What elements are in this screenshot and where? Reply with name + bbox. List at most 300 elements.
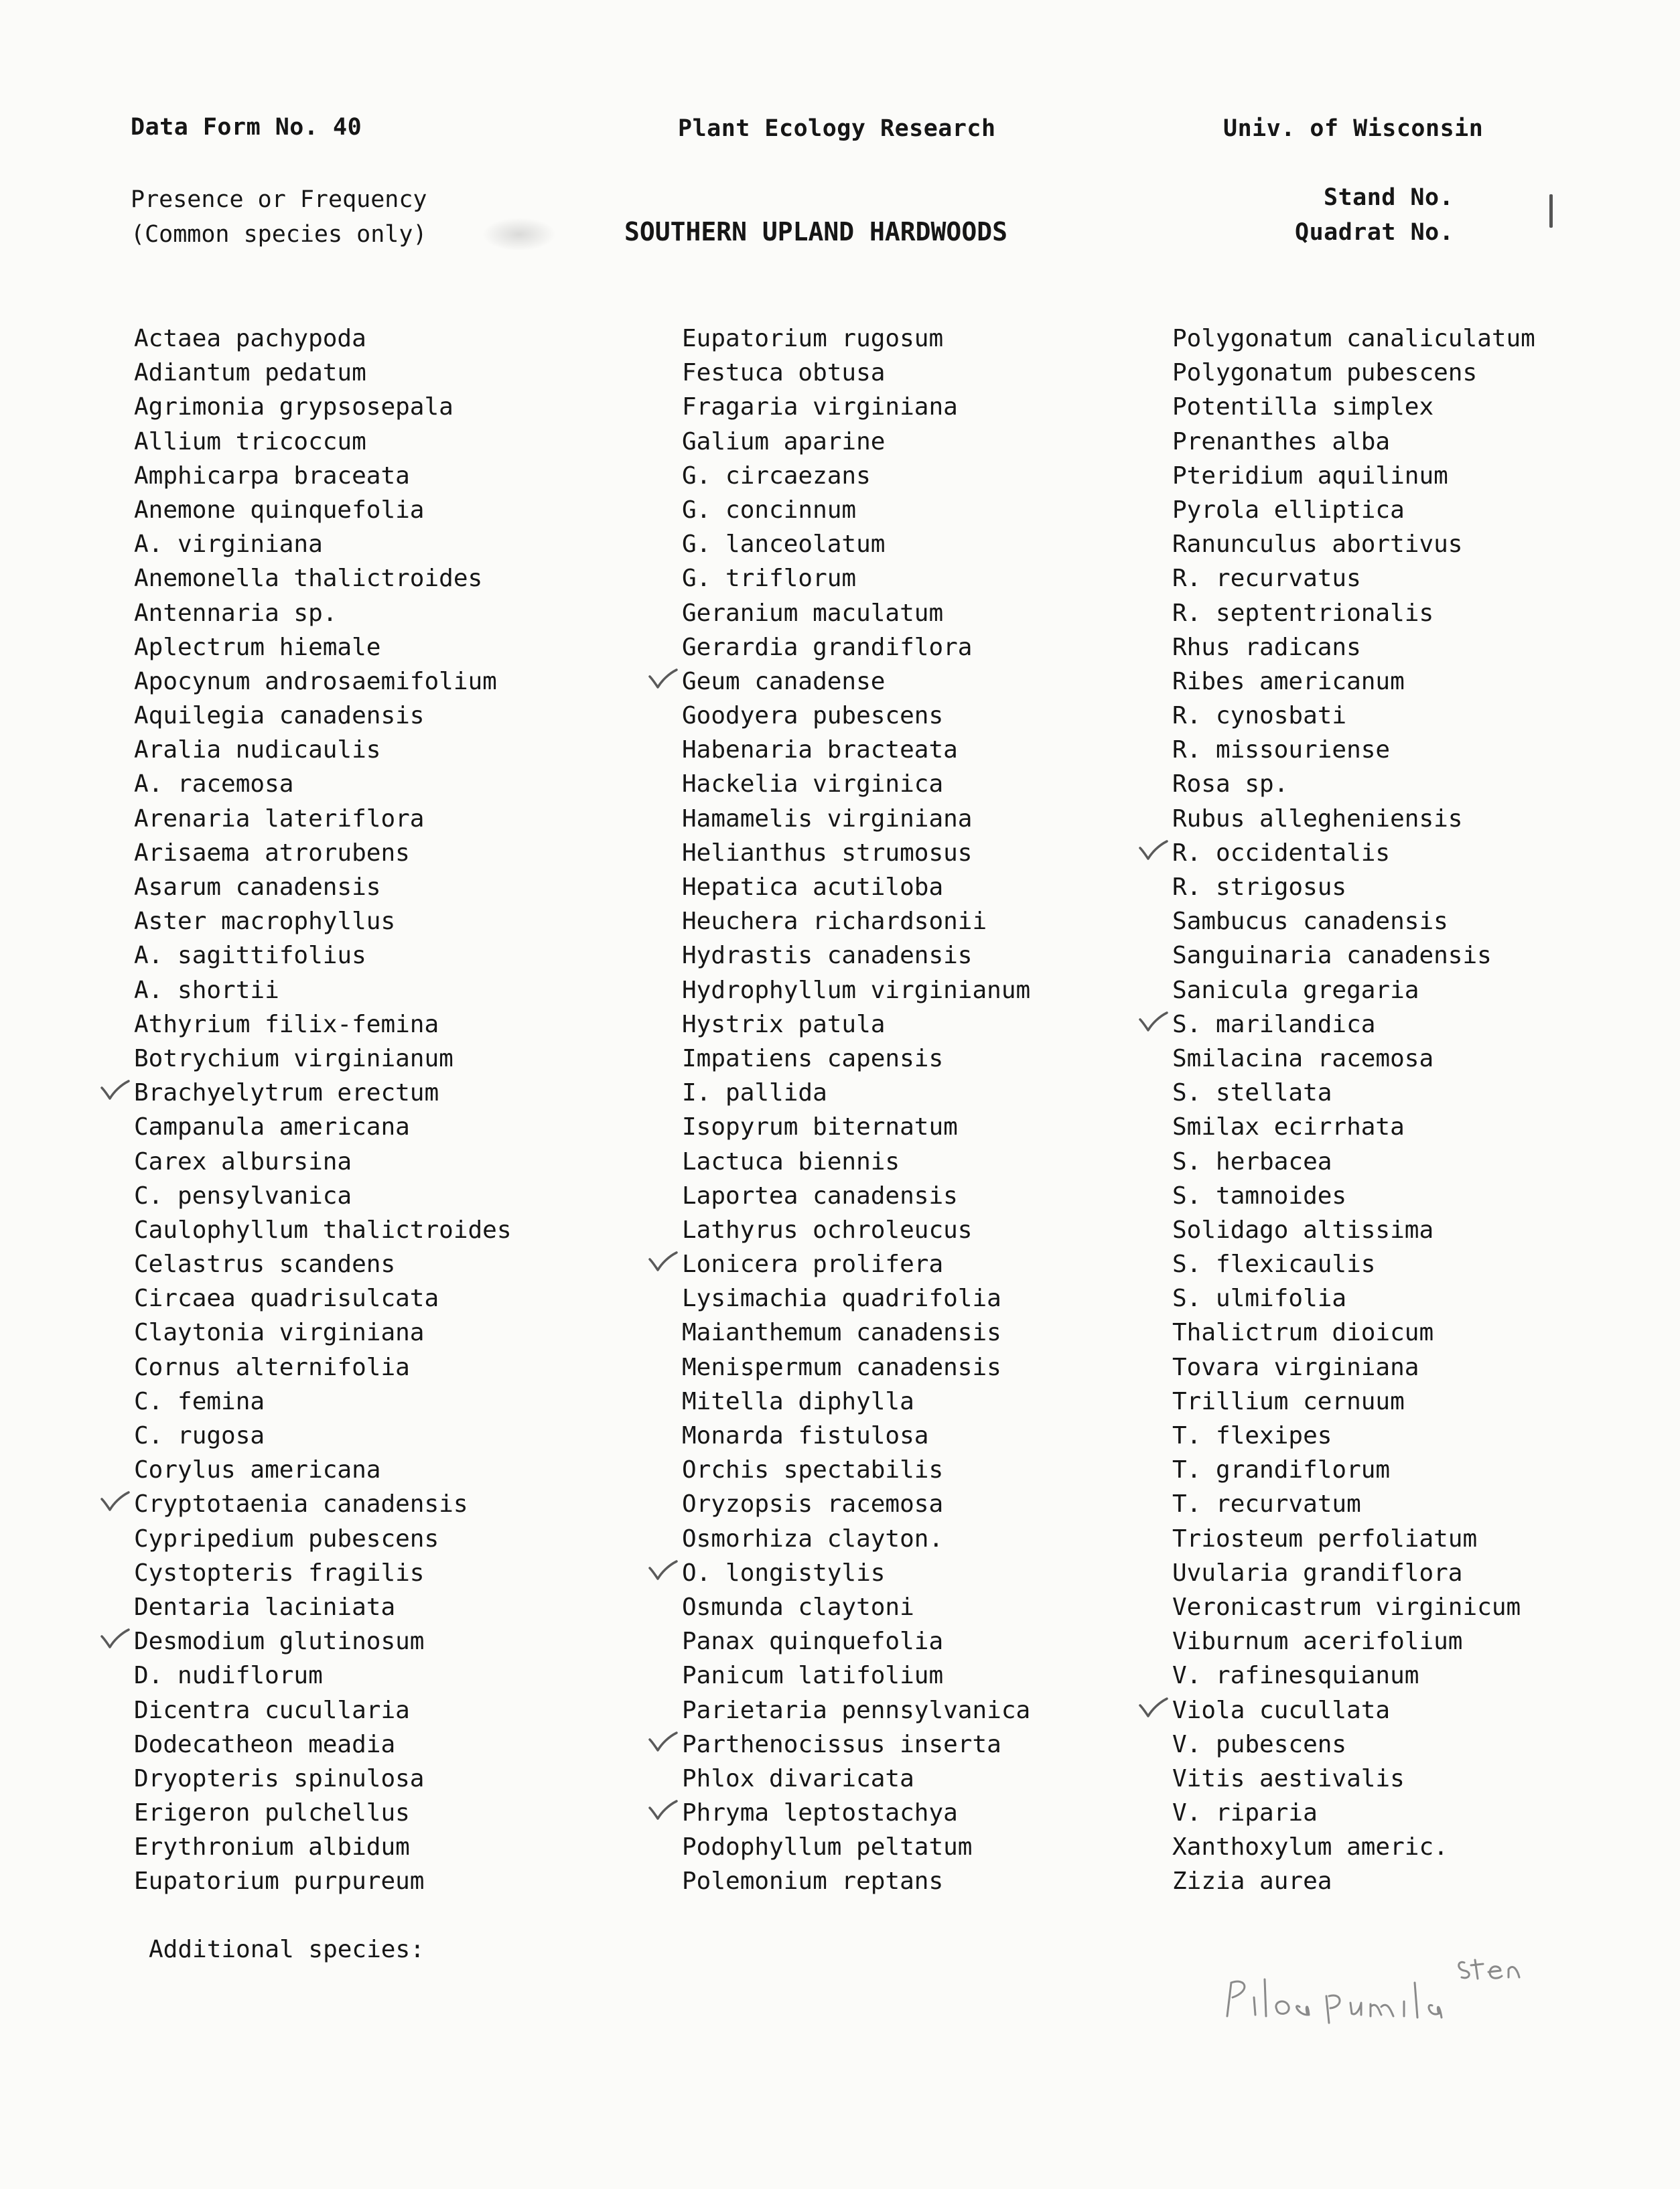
species-name: Potentilla simplex — [1172, 393, 1434, 421]
species-row — [1172, 1076, 1601, 1110]
species-name: Fragaria virginiana — [682, 393, 958, 421]
species-row — [134, 1796, 563, 1830]
check-mark-icon — [1139, 1011, 1168, 1036]
stand-number-label: Stand No. — [1324, 184, 1454, 211]
species-row — [682, 390, 1111, 424]
species-name: S. flexicaulis — [1172, 1251, 1376, 1279]
species-name: Ranunculus abortivus — [1172, 531, 1463, 559]
species-name: T. recurvatum — [1172, 1490, 1361, 1519]
species-name: T. grandiflorum — [1172, 1456, 1391, 1484]
species-name: Sanguinaria canadensis — [1172, 942, 1492, 970]
species-row — [682, 1145, 1111, 1179]
species-row — [682, 1179, 1111, 1213]
species-name: R. missouriense — [1172, 736, 1391, 764]
species-row — [134, 904, 563, 938]
species-row — [682, 1830, 1111, 1864]
species-row — [682, 425, 1111, 459]
species-row — [134, 390, 563, 424]
species-row — [134, 802, 563, 836]
species-row — [1172, 836, 1601, 870]
species-row — [1172, 1830, 1601, 1864]
species-row — [134, 1247, 563, 1281]
species-name: Xanthoxylum americ. — [1172, 1833, 1448, 1861]
species-name: S. herbacea — [1172, 1147, 1332, 1176]
species-row — [682, 1658, 1111, 1693]
species-row — [682, 664, 1111, 699]
species-name: Gerardia grandiflora — [682, 633, 973, 661]
species-row — [1172, 356, 1601, 390]
form-number: Data Form No. 40 — [131, 114, 362, 141]
species-row — [682, 802, 1111, 836]
species-row — [682, 1796, 1111, 1830]
species-row — [134, 1453, 563, 1487]
species-name: Agrimonia grypsosepala — [134, 393, 453, 421]
species-name: Heuchera richardsonii — [682, 908, 987, 936]
species-column-1 — [134, 322, 563, 1899]
species-name: Arenaria lateriflora — [134, 804, 425, 833]
species-name: Eupatorium rugosum — [682, 325, 944, 352]
species-row — [134, 1076, 563, 1110]
species-row — [1172, 1145, 1601, 1179]
species-row — [682, 1281, 1111, 1316]
species-name: Dentaria laciniata — [134, 1593, 396, 1621]
species-name: Osmorhiza clayton. — [682, 1525, 944, 1553]
species-name: Galium aparine — [682, 427, 886, 455]
species-name: Pyrola elliptica — [1172, 496, 1405, 524]
species-row — [1172, 1658, 1601, 1693]
species-name: Goodyera pubescens — [682, 702, 944, 730]
species-row — [1172, 425, 1601, 459]
species-row — [1172, 1110, 1601, 1144]
species-name: C. femina — [134, 1387, 265, 1415]
species-name: Aplectrum hiemale — [134, 633, 381, 661]
species-name: Helianthus strumosus — [682, 839, 973, 867]
species-name: R. septentrionalis — [1172, 599, 1434, 627]
presence-frequency-label: Presence or Frequency — [131, 186, 427, 213]
species-row — [134, 1556, 563, 1590]
species-name: Hystrix patula — [682, 1010, 886, 1038]
species-row — [1172, 699, 1601, 733]
species-name: Eupatorium purpureum — [134, 1867, 425, 1896]
species-row — [682, 1213, 1111, 1247]
species-row — [682, 561, 1111, 595]
check-mark-icon — [1139, 1697, 1168, 1721]
species-name: Hydrophyllum virginianum — [682, 976, 1031, 1004]
species-row — [1172, 1247, 1601, 1281]
species-row — [1172, 596, 1601, 630]
species-name: Rubus allegheniensis — [1172, 804, 1463, 833]
species-row — [682, 836, 1111, 870]
species-row — [682, 1624, 1111, 1658]
species-name: Solidago altissima — [1172, 1216, 1434, 1244]
species-row — [682, 1864, 1111, 1898]
species-name: Sanicula gregaria — [1172, 976, 1419, 1004]
species-name: Sambucus canadensis — [1172, 908, 1448, 936]
species-name: Brachyelytrum erectum — [134, 1079, 439, 1107]
species-name: Menispermum canadensis — [682, 1353, 1001, 1381]
species-name: G. circaezans — [682, 462, 871, 490]
species-name: Antennaria sp. — [134, 599, 338, 627]
species-name: Hackelia virginica — [682, 770, 944, 798]
species-name: Viburnum acerifolium — [1172, 1628, 1463, 1656]
species-row — [682, 1350, 1111, 1385]
species-row — [1172, 1453, 1601, 1487]
species-row — [682, 870, 1111, 904]
handwritten-note-pilea-pumila — [1219, 1916, 1521, 2043]
species-name: Carex albursina — [134, 1147, 352, 1176]
species-name: Parthenocissus inserta — [682, 1730, 1001, 1758]
species-row — [1172, 802, 1601, 836]
species-name: Veronicastrum virginicum — [1172, 1593, 1521, 1621]
species-name: Dryopteris spinulosa — [134, 1764, 425, 1792]
species-row — [134, 1419, 563, 1453]
species-name: Oryzopsis racemosa — [682, 1490, 944, 1519]
species-name: Panax quinquefolia — [682, 1628, 944, 1656]
species-row — [682, 1762, 1111, 1796]
species-row — [134, 630, 563, 664]
check-mark-icon — [100, 1080, 130, 1104]
species-name: Lonicera prolifera — [682, 1251, 944, 1279]
species-name: Polemonium reptans — [682, 1867, 944, 1896]
species-name: Ribes americanum — [1172, 667, 1405, 695]
species-row — [682, 1247, 1111, 1281]
species-row — [1172, 527, 1601, 561]
species-name: S. stellata — [1172, 1079, 1332, 1107]
species-name: A. racemosa — [134, 770, 294, 798]
species-name: R. cynosbati — [1172, 702, 1347, 730]
species-row — [1172, 1864, 1601, 1898]
species-name: Panicum latifolium — [682, 1662, 944, 1690]
species-name: Erythronium albidum — [134, 1833, 410, 1861]
species-row — [134, 459, 563, 493]
species-row — [134, 425, 563, 459]
species-row — [682, 1076, 1111, 1110]
species-name: Lactuca biennis — [682, 1147, 900, 1176]
species-name: T. flexipes — [1172, 1422, 1332, 1450]
species-name: V. pubescens — [1172, 1730, 1347, 1758]
species-column-2 — [682, 322, 1111, 1899]
species-row — [682, 904, 1111, 938]
species-row — [682, 356, 1111, 390]
university-name: Univ. of Wisconsin — [1223, 115, 1484, 142]
species-name: S. marilandica — [1172, 1010, 1376, 1038]
species-name: Hepatica acutiloba — [682, 873, 944, 901]
species-name: Hamamelis virginiana — [682, 804, 973, 833]
species-row — [1172, 1385, 1601, 1419]
species-name: Parietaria pennsylvanica — [682, 1696, 1031, 1724]
species-row — [134, 1830, 563, 1864]
species-row — [1172, 1042, 1601, 1076]
check-mark-icon — [648, 1732, 678, 1756]
species-name: O. longistylis — [682, 1559, 886, 1587]
species-name: Rosa sp. — [1172, 770, 1289, 798]
species-row — [1172, 1316, 1601, 1350]
species-row — [134, 973, 563, 1007]
species-name: Erigeron pulchellus — [134, 1799, 410, 1827]
species-row — [682, 1556, 1111, 1590]
species-row — [134, 664, 563, 699]
species-row — [1172, 1213, 1601, 1247]
species-row — [1172, 1522, 1601, 1556]
species-row — [682, 630, 1111, 664]
species-row — [1172, 1281, 1601, 1316]
species-row — [682, 596, 1111, 630]
species-name: Lathyrus ochroleucus — [682, 1216, 973, 1244]
species-name: Polygonatum pubescens — [1172, 359, 1478, 387]
species-name: Circaea quadrisulcata — [134, 1285, 439, 1313]
check-mark-icon — [100, 1628, 130, 1652]
species-row — [1172, 1556, 1601, 1590]
species-name: Cryptotaenia canadensis — [134, 1490, 468, 1519]
organization-name: Plant Ecology Research — [678, 115, 996, 142]
species-row — [682, 1693, 1111, 1727]
species-name: Festuca obtusa — [682, 359, 886, 387]
pencil-mark — [1549, 194, 1553, 228]
species-name: Prenanthes alba — [1172, 427, 1391, 455]
species-row — [134, 1624, 563, 1658]
species-name: Podophyllum peltatum — [682, 1833, 973, 1861]
species-name: S. ulmifolia — [1172, 1285, 1347, 1313]
species-name: R. recurvatus — [1172, 565, 1361, 593]
species-row — [682, 1453, 1111, 1487]
species-row — [682, 527, 1111, 561]
species-name: G. concinnum — [682, 496, 857, 524]
species-name: A. shortii — [134, 976, 279, 1004]
species-name: Uvularia grandiflora — [1172, 1559, 1463, 1587]
species-row — [134, 1350, 563, 1385]
species-row — [682, 938, 1111, 973]
species-row — [134, 699, 563, 733]
species-name: Actaea pachypoda — [134, 325, 366, 352]
species-row — [134, 1864, 563, 1898]
species-row — [682, 1522, 1111, 1556]
species-name: Dodecatheon meadia — [134, 1730, 396, 1758]
species-name: Thalictrum dioicum — [1172, 1319, 1434, 1347]
species-name: Celastrus scandens — [134, 1251, 396, 1279]
species-row — [1172, 904, 1601, 938]
species-row — [134, 1007, 563, 1042]
species-name: Aralia nudicaulis — [134, 736, 381, 764]
species-row — [134, 1281, 563, 1316]
species-row — [682, 733, 1111, 767]
species-name: Geranium maculatum — [682, 599, 944, 627]
species-row — [1172, 1796, 1601, 1830]
species-name: Allium tricoccum — [134, 427, 366, 455]
species-name: Corylus americana — [134, 1456, 381, 1484]
species-name: Phlox divaricata — [682, 1764, 914, 1792]
species-name: Mitella diphylla — [682, 1387, 914, 1415]
species-name: Amphicarpa braceata — [134, 462, 410, 490]
species-name: Athyrium filix-femina — [134, 1010, 439, 1038]
species-name: G. triflorum — [682, 565, 857, 593]
species-name: Dicentra cucullaria — [134, 1696, 410, 1724]
species-row — [1172, 1762, 1601, 1796]
species-row — [682, 1727, 1111, 1762]
species-name: Desmodium glutinosum — [134, 1628, 425, 1656]
species-name: V. riparia — [1172, 1799, 1318, 1827]
species-name: Monarda fistulosa — [682, 1422, 929, 1450]
species-row — [1172, 1350, 1601, 1385]
species-row — [682, 1007, 1111, 1042]
additional-species-label: Additional species: — [149, 1936, 425, 1963]
species-row — [134, 1727, 563, 1762]
species-row — [134, 527, 563, 561]
species-row — [682, 1385, 1111, 1419]
species-row — [134, 1762, 563, 1796]
species-row — [134, 1693, 563, 1727]
species-row — [134, 1487, 563, 1521]
species-row — [134, 1042, 563, 1076]
paper-smudge — [482, 218, 556, 251]
check-mark-icon — [1139, 840, 1168, 864]
species-name: Hydrastis canadensis — [682, 942, 973, 970]
species-row — [1172, 870, 1601, 904]
species-name: Laportea canadensis — [682, 1182, 958, 1210]
species-name: Lysimachia quadrifolia — [682, 1285, 1001, 1313]
species-row — [134, 1385, 563, 1419]
species-name: Phryma leptostachya — [682, 1799, 958, 1827]
species-name: A. virginiana — [134, 531, 323, 559]
species-row — [134, 596, 563, 630]
species-name: V. rafinesquianum — [1172, 1662, 1419, 1690]
species-name: R. strigosus — [1172, 873, 1347, 901]
check-mark-icon — [100, 1491, 130, 1515]
common-species-label: (Common species only) — [131, 221, 427, 248]
species-name: Aster macrophyllus — [134, 908, 396, 936]
species-row — [134, 1590, 563, 1624]
species-row — [682, 493, 1111, 527]
check-mark-icon — [648, 1560, 678, 1584]
species-name: G. lanceolatum — [682, 531, 886, 559]
species-row — [682, 1316, 1111, 1350]
species-row — [134, 1110, 563, 1144]
species-row — [1172, 630, 1601, 664]
species-name: Arisaema atrorubens — [134, 839, 410, 867]
species-name: Smilax ecirrhata — [1172, 1113, 1405, 1141]
species-name: S. tamnoides — [1172, 1182, 1347, 1210]
species-name: A. sagittifolius — [134, 942, 366, 970]
species-row — [1172, 459, 1601, 493]
species-name: Campanula americana — [134, 1113, 410, 1141]
species-row — [1172, 322, 1601, 356]
species-row — [1172, 1419, 1601, 1453]
species-name: C. rugosa — [134, 1422, 265, 1450]
species-name: Maianthemum canadensis — [682, 1319, 1001, 1347]
species-name: Anemone quinquefolia — [134, 496, 425, 524]
species-name: Polygonatum canaliculatum — [1172, 325, 1535, 352]
species-row — [134, 836, 563, 870]
species-name: Impatiens capensis — [682, 1044, 944, 1072]
species-row — [1172, 973, 1601, 1007]
species-row — [1172, 1624, 1601, 1658]
species-row — [682, 1110, 1111, 1144]
species-row — [1172, 1487, 1601, 1521]
species-row — [134, 733, 563, 767]
species-name: Botrychium virginianum — [134, 1044, 453, 1072]
species-name: Claytonia virginiana — [134, 1319, 425, 1347]
species-row — [682, 1590, 1111, 1624]
species-row — [1172, 1590, 1601, 1624]
species-name: D. nudiflorum — [134, 1662, 323, 1690]
species-row — [1172, 561, 1601, 595]
species-row — [1172, 664, 1601, 699]
species-name: Aquilegia canadensis — [134, 702, 425, 730]
species-row — [682, 322, 1111, 356]
species-row — [1172, 1007, 1601, 1042]
species-name: I. pallida — [682, 1079, 827, 1107]
species-row — [134, 1145, 563, 1179]
species-name: Viola cucullata — [1172, 1696, 1391, 1724]
species-row — [1172, 1727, 1601, 1762]
species-row — [134, 938, 563, 973]
species-name: Trillium cernuum — [1172, 1387, 1405, 1415]
species-name: Vitis aestivalis — [1172, 1764, 1405, 1792]
species-row — [1172, 390, 1601, 424]
species-name: Cornus alternifolia — [134, 1353, 410, 1381]
species-row — [134, 1316, 563, 1350]
species-row — [1172, 767, 1601, 801]
species-name: Triosteum perfoliatum — [1172, 1525, 1478, 1553]
species-name: Smilacina racemosa — [1172, 1044, 1434, 1072]
species-name: Habenaria bracteata — [682, 736, 958, 764]
species-row — [682, 767, 1111, 801]
species-row — [134, 767, 563, 801]
species-name: Tovara virginiana — [1172, 1353, 1419, 1381]
species-name: Adiantum pedatum — [134, 359, 366, 387]
species-row — [682, 1042, 1111, 1076]
species-row — [134, 870, 563, 904]
species-row — [1172, 1693, 1601, 1727]
species-row — [682, 973, 1111, 1007]
species-row — [134, 1213, 563, 1247]
species-name: Osmunda claytoni — [682, 1593, 914, 1621]
species-row — [134, 1179, 563, 1213]
species-name: Caulophyllum thalictroides — [134, 1216, 512, 1244]
species-row — [682, 1419, 1111, 1453]
page-title: SOUTHERN UPLAND HARDWOODS — [624, 217, 1007, 246]
species-name: Apocynum androsaemifolium — [134, 667, 497, 695]
species-row — [134, 561, 563, 595]
check-mark-icon — [648, 1800, 678, 1824]
species-name: Anemonella thalictroides — [134, 565, 483, 593]
species-row — [1172, 938, 1601, 973]
species-name: R. occidentalis — [1172, 839, 1391, 867]
species-row — [134, 356, 563, 390]
check-mark-icon — [648, 668, 678, 693]
species-name: Asarum canadensis — [134, 873, 381, 901]
species-name: Geum canadense — [682, 667, 886, 695]
species-row — [134, 493, 563, 527]
species-name: Orchis spectabilis — [682, 1456, 944, 1484]
species-name: Rhus radicans — [1172, 633, 1361, 661]
species-row — [682, 459, 1111, 493]
species-name: Pteridium aquilinum — [1172, 462, 1448, 490]
quadrat-number-label: Quadrat No. — [1295, 219, 1454, 246]
species-column-3 — [1172, 322, 1601, 1899]
species-row — [1172, 733, 1601, 767]
species-row — [682, 1487, 1111, 1521]
species-name: Cystopteris fragilis — [134, 1559, 425, 1587]
species-row — [134, 1522, 563, 1556]
species-row — [1172, 1179, 1601, 1213]
species-name: C. pensylvanica — [134, 1182, 352, 1210]
species-name: Cypripedium pubescens — [134, 1525, 439, 1553]
species-row — [682, 699, 1111, 733]
check-mark-icon — [648, 1251, 678, 1275]
species-row — [134, 1658, 563, 1693]
species-name: Isopyrum biternatum — [682, 1113, 958, 1141]
species-name: Zizia aurea — [1172, 1867, 1332, 1896]
